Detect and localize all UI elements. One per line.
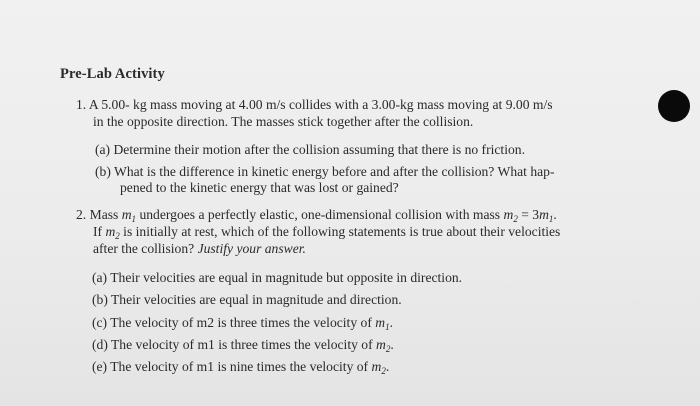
var-m: m: [371, 359, 382, 374]
var-m: m: [539, 207, 549, 222]
q1-option-a: (a) Determine their motion after the collision assuming that there is no friction.: [95, 142, 525, 157]
var-m: m: [121, 207, 132, 222]
q2-text-3b: Justify your answer.: [197, 241, 306, 256]
q2-text-2a: If: [93, 224, 106, 239]
q2-text-1c: = 3: [517, 207, 540, 222]
black-circle-mark: [658, 90, 690, 122]
q2-line-2: [93, 224, 560, 240]
q2-option-c-text: (c) The velocity of m2 is three times the velocity of: [92, 315, 376, 330]
period: .: [389, 315, 393, 330]
var-m: m: [376, 337, 386, 352]
q1-option-b-line-1: (b) What is the difference in kinetic energy before and after the collision? What hap-: [95, 164, 555, 179]
q2-option-d: [92, 337, 394, 353]
var-m: m: [105, 224, 116, 239]
q2-text-3a: after the collision?: [93, 241, 198, 256]
q2-option-b: (b) Their velocities are equal in magnitude and direction.: [92, 292, 402, 307]
sub-1: 1: [385, 322, 390, 332]
q2-text-2b: is initially at rest, which of the following statements is true about their velocities: [119, 224, 561, 239]
q2-line-1: [76, 207, 557, 223]
q2-option-a: (a) Their velocities are equal in magnitude but opposite in direction.: [92, 270, 463, 285]
q2-option-c: [92, 315, 393, 331]
q2-number: 2.: [76, 207, 87, 222]
q2-text-1b: undergoes a perfectly elastic, one-dimensional collision with mass: [136, 207, 504, 222]
sub-2: 2: [385, 344, 391, 354]
q1-option-b-line-2: pened to the kinetic energy that was lost or gained?: [120, 180, 399, 195]
sub-2: 2: [513, 214, 518, 224]
q2-text-1a: Mass: [89, 207, 122, 222]
q1-line-2: in the opposite direction. The masses stick together after the collision.: [93, 114, 474, 129]
q1-line-1: [76, 97, 553, 113]
sub-1: 1: [131, 214, 137, 224]
sub-2: 2: [381, 366, 386, 376]
page-title: Pre-Lab Activity: [60, 66, 165, 82]
q2-line-3: [93, 241, 306, 257]
q2-option-d-text: (d) The velocity of m1 is three times the velocity of: [92, 337, 377, 352]
q2-text-1d: .: [553, 207, 557, 222]
sub-2: 2: [115, 231, 120, 241]
q1-number: 1.: [76, 97, 87, 112]
q1-text-1: A 5.00- kg mass moving at 4.00 m/s collides with a 3.00-kg mass moving at 9.00 m/s: [88, 97, 553, 112]
period: .: [385, 359, 390, 374]
sub-1: 1: [548, 214, 554, 224]
period: .: [390, 337, 394, 352]
q2-option-e-text: (e) The velocity of m1 is nine times the velocity of: [92, 359, 372, 374]
var-m: m: [375, 315, 386, 330]
var-m: m: [503, 207, 514, 222]
q2-option-e: [92, 359, 389, 375]
